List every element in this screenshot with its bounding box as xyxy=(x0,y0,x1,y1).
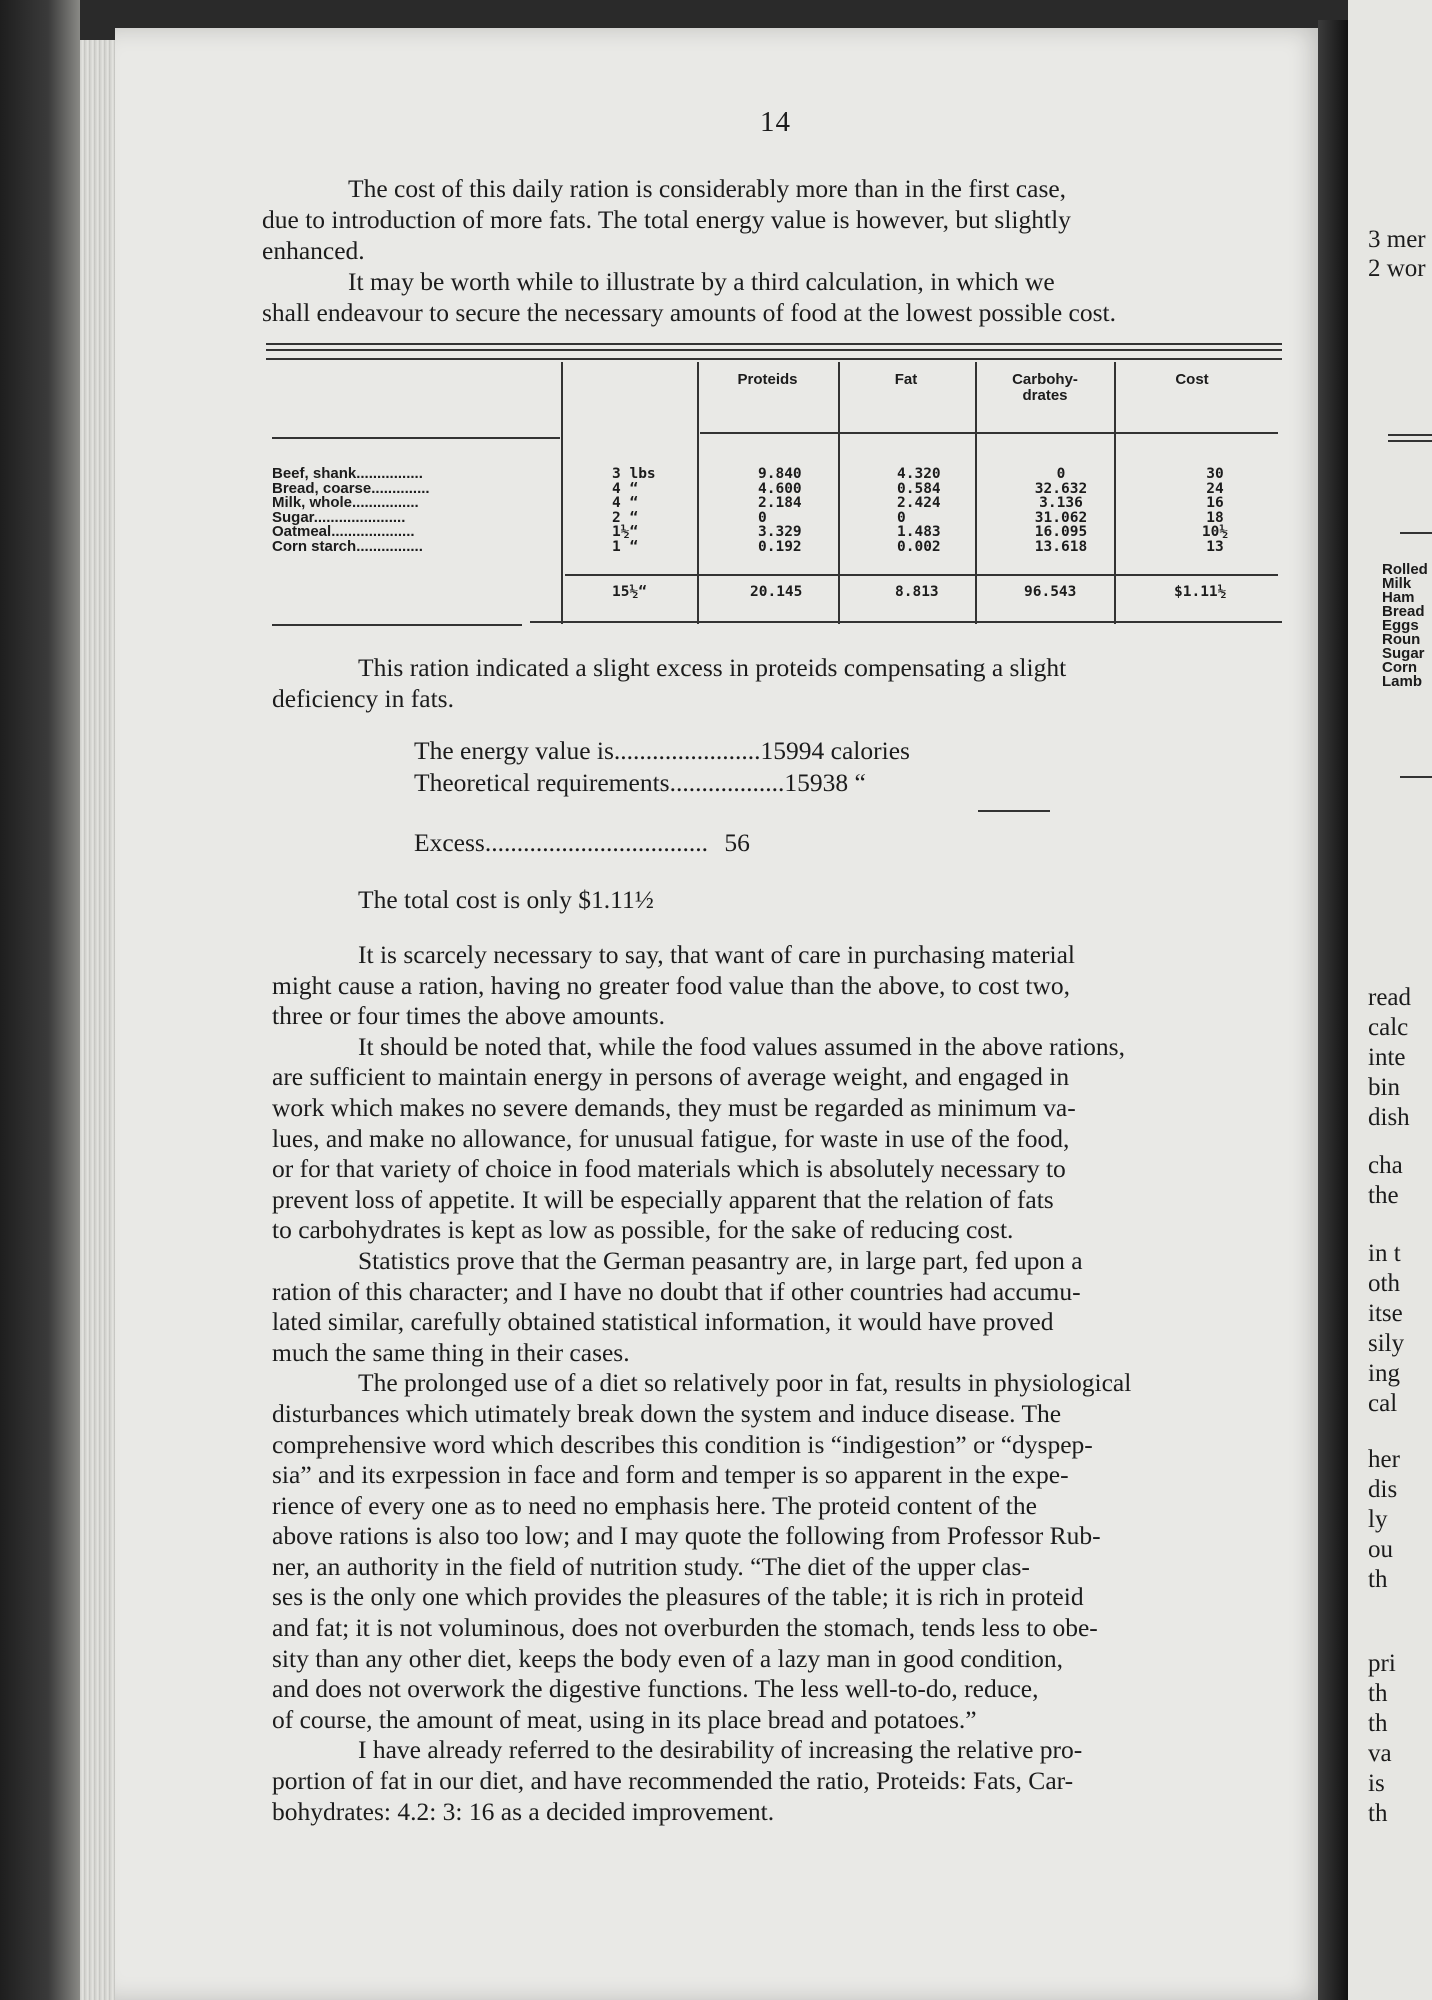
text-line: shall endeavour to secure the necessary amounts of food at the lowest possible cost. xyxy=(262,298,1117,327)
text-line: ner, an authority in the field of nutrition study. “The diet of the upper clas- xyxy=(272,1551,1030,1581)
cost-value: 16 xyxy=(1206,495,1224,511)
excess-amount: 56 xyxy=(724,828,750,857)
proteids-value: 9.840 xyxy=(758,466,802,482)
proteids-value: 0.192 xyxy=(758,538,802,555)
text-line: The prolonged use of a diet so relatively poor in fat, results in physiological xyxy=(358,1368,1132,1398)
facing-fragment: cal xyxy=(1368,1390,1398,1417)
table-divider xyxy=(1114,362,1116,624)
total-fat: 8.813 xyxy=(895,584,939,600)
proteids-value: 4.600 xyxy=(758,480,802,497)
energy-amount: 15994 calories xyxy=(760,736,910,765)
facing-fragment: itse xyxy=(1368,1300,1403,1327)
text-line: sity than any other diet, keeps the body even of a lazy man in good condition, xyxy=(272,1643,1064,1673)
item-name: Milk, whole xyxy=(272,494,353,512)
quantity-column xyxy=(612,467,656,554)
facing-fragment: ing xyxy=(1368,1360,1400,1387)
table-rule xyxy=(530,621,1282,623)
table-rule xyxy=(700,432,1278,434)
facing-fragment: sily xyxy=(1368,1330,1405,1357)
text-line: to carbohydrates is kept as low as possible, for the sake of reducing cost. xyxy=(272,1215,1014,1245)
total-cost-line: The total cost is only $1.11½ xyxy=(358,885,654,914)
text-line: are sufficient to maintain energy in persons of average weight, and engaged in xyxy=(272,1062,1070,1092)
table-rule xyxy=(272,624,522,626)
item-name: Beef, shank xyxy=(272,465,357,482)
after-table-paragraph xyxy=(272,652,1284,714)
facing-row: Eggs xyxy=(1382,617,1419,634)
item-name: Corn starch xyxy=(272,537,357,555)
text-line: I have already referred to the desirability of increasing the relative pro- xyxy=(358,1735,1083,1765)
facing-fragment: oth xyxy=(1368,1270,1400,1297)
facing-row: Sugar xyxy=(1382,645,1425,662)
facing-fragment: th xyxy=(1368,1680,1388,1707)
carb-value: 0 xyxy=(1056,466,1066,482)
carb-value: 31.062 xyxy=(1034,509,1088,526)
carb-value: 32.632 xyxy=(1034,480,1088,497)
text-line: lated similar, carefully obtained statistical information, it would have proved xyxy=(272,1307,1054,1337)
sum-rule xyxy=(978,810,1050,812)
cost-value: 10½ xyxy=(1201,524,1229,540)
energy-label: The energy value is xyxy=(414,736,614,765)
facing-fragment: ly xyxy=(1368,1506,1388,1533)
intro-paragraph xyxy=(262,173,1282,328)
text-line: due to introduction of more fats. The total energy value is however, but slightly xyxy=(262,205,1071,234)
text-line: much the same thing in their cases. xyxy=(272,1337,630,1367)
excess-line: Excess................................... 56 xyxy=(414,828,750,857)
column-header-fat: Fat xyxy=(894,371,918,388)
excess-label: Excess xyxy=(414,828,485,857)
text-line: It is scarcely necessary to say, that want of care in purchasing material xyxy=(358,940,1076,969)
facing-fragment: ou xyxy=(1368,1536,1393,1563)
requirements-amount: 15938 “ xyxy=(784,768,866,797)
fat-value: 1.483 xyxy=(897,524,941,540)
facing-fragment: inte xyxy=(1368,1044,1406,1071)
table-row: Milk, whole................ xyxy=(272,494,419,512)
total-cost: $1.11½ xyxy=(1174,584,1227,600)
column-header-proteids: Proteids xyxy=(737,371,798,388)
text-line: above rations is also too low; and I may quote the following from Professor Rub- xyxy=(272,1521,1101,1551)
facing-fragment: va xyxy=(1368,1740,1392,1767)
text-line: and does not overwork the digestive functions. The less well-to-do, reduce, xyxy=(272,1674,1039,1704)
facing-row: Corn xyxy=(1382,659,1417,676)
requirements-label: Theoretical requirements xyxy=(414,768,670,797)
facing-fragment: dish xyxy=(1368,1104,1410,1131)
cost-value: 18 xyxy=(1206,509,1224,526)
carb-value: 13.618 xyxy=(1034,538,1088,555)
facing-fragment: pri xyxy=(1368,1650,1396,1677)
facing-fragment: th xyxy=(1368,1710,1388,1737)
text-line: This ration indicated a slight excess in proteids compensating a slight xyxy=(358,653,1067,682)
table-row: Corn starch................ xyxy=(272,537,423,555)
carbohydrates-column xyxy=(1026,467,1096,554)
facing-fragment: dis xyxy=(1368,1476,1398,1503)
text-line: bohydrates: 4.2: 3: 16 as a decided improvement. xyxy=(272,1796,775,1826)
text-line: enhanced. xyxy=(262,236,365,265)
fat-value: 2.424 xyxy=(897,495,941,511)
cost-column xyxy=(1190,467,1240,554)
facing-fragment: in t xyxy=(1368,1240,1401,1267)
total-carbohydrates: 96.543 xyxy=(1024,584,1077,600)
proteids-value: 0 xyxy=(758,509,767,526)
facing-row: Lamb xyxy=(1382,673,1423,690)
carb-value: 16.095 xyxy=(1034,524,1088,540)
quantity: 2 “ xyxy=(612,509,639,526)
quantity: 3 lbs xyxy=(612,466,656,482)
table-rule xyxy=(266,358,1282,360)
energy-value-line: The energy value is.......................15994 calories xyxy=(414,736,910,765)
fat-value: 0.584 xyxy=(897,480,941,497)
text-line: of course, the amount of meat, using in its place bread and potatoes.” xyxy=(272,1704,977,1734)
total-proteids: 20.145 xyxy=(750,584,803,600)
quantity: 1 “ xyxy=(612,538,639,555)
fat-value: 0.002 xyxy=(897,538,941,555)
quantity: 4 “ xyxy=(612,480,639,497)
facing-fragment: the xyxy=(1368,1182,1399,1209)
facing-row: Ham xyxy=(1382,589,1415,606)
facing-fragment: calc xyxy=(1368,1014,1409,1041)
table-divider xyxy=(838,362,840,624)
text-line: prevent loss of appetite. It will be especially apparent that the relation of fats xyxy=(272,1184,1054,1214)
facing-fragment: her xyxy=(1368,1446,1400,1473)
text-line: sia” and its exrpession in face and form and temper is so apparent in the expe- xyxy=(272,1460,1069,1490)
table-rule xyxy=(565,574,1278,576)
text-line: It may be worth while to illustrate by a third calculation, in which we xyxy=(348,267,1055,296)
facing-row: Rolled xyxy=(1382,561,1428,578)
text-line: The cost of this daily ration is considerably more than in the first case, xyxy=(348,174,1067,203)
column-header-carbohydrates: Carbohy- drates xyxy=(1012,371,1078,404)
total-quantity: 15½“ xyxy=(612,584,647,600)
body-paragraphs xyxy=(272,940,1292,1827)
quantity: 1½“ xyxy=(612,524,639,540)
table-rule xyxy=(272,437,560,439)
text-line: deficiency in fats. xyxy=(272,684,454,713)
fat-column xyxy=(897,467,941,554)
page-number: 14 xyxy=(760,106,791,138)
proteids-column xyxy=(758,467,802,554)
table-rule xyxy=(266,349,1282,351)
text-line: three or four times the above amounts. xyxy=(272,1001,666,1031)
proteids-value: 2.184 xyxy=(758,495,802,511)
text-line: disturbances which utimately break down the system and induce disease. The xyxy=(272,1398,1062,1428)
column-header-cost: Cost xyxy=(1175,371,1209,388)
cost-value: 13 xyxy=(1206,538,1224,555)
text-line: work which makes no severe demands, they must be regarded as minimum va- xyxy=(272,1092,1076,1122)
facing-fragment: th xyxy=(1368,1800,1388,1827)
item-column xyxy=(272,467,430,555)
table-rule xyxy=(266,343,1282,345)
text-line: comprehensive word which describes this condition is “indigestion” or “dyspep- xyxy=(272,1429,1093,1459)
table-divider xyxy=(561,362,563,624)
facing-fragment: read xyxy=(1368,984,1412,1011)
facing-fragment: 2 wor xyxy=(1368,255,1426,282)
cost-value: 30 xyxy=(1206,466,1224,482)
text-line: and fat; it is not voluminous, does not overburden the stomach, tends less to obe- xyxy=(272,1613,1098,1643)
table-row: Beef, shank................ xyxy=(272,465,423,482)
table-row: Oatmeal.................... xyxy=(272,523,415,541)
item-name: Oatmeal xyxy=(272,523,332,541)
text-line: ration of this character; and I have no doubt that if other countries had accumu- xyxy=(272,1276,1081,1306)
item-name: Sugar xyxy=(272,508,314,526)
quantity: 4 “ xyxy=(612,495,639,511)
item-name: Bread, coarse xyxy=(272,479,372,497)
facing-fragment: cha xyxy=(1368,1152,1403,1179)
text-line: Statistics prove that the German peasantry are, in large part, fed upon a xyxy=(358,1245,1083,1275)
table-row: Sugar...................... xyxy=(272,508,406,526)
table-divider xyxy=(697,362,699,624)
text-line: rience of every one as to need no emphasis here. The proteid content of the xyxy=(272,1490,1037,1520)
facing-row: Roun xyxy=(1382,631,1421,648)
facing-fragment: 3 mer xyxy=(1368,226,1426,253)
text-line: ses is the only one which provides the pleasures of the table; it is rich in proteid xyxy=(272,1582,1084,1612)
carb-value: 3.136 xyxy=(1039,495,1083,511)
table-divider xyxy=(975,362,977,624)
text-line: It should be noted that, while the food values assumed in the above rations, xyxy=(358,1031,1125,1061)
text-line: lues, and make no allowance, for unusual fatigue, for waste in use of the food, xyxy=(272,1123,1070,1153)
table-row: Bread, coarse.............. xyxy=(272,479,430,497)
cost-value: 24 xyxy=(1206,480,1224,497)
facing-fragment: bin xyxy=(1368,1074,1400,1101)
facing-fragment: is xyxy=(1368,1770,1385,1797)
fat-value: 4.320 xyxy=(897,466,941,482)
facing-fragment: th xyxy=(1368,1566,1388,1593)
facing-row: Bread xyxy=(1382,603,1425,620)
proteids-value: 3.329 xyxy=(758,524,802,540)
requirements-line: Theoretical requirements..................15938 “ xyxy=(414,768,866,797)
text-line: or for that variety of choice in food materials which is absolutely necessary to xyxy=(272,1154,1066,1184)
text-line: portion of fat in our diet, and have recommended the ratio, Proteids: Fats, Car- xyxy=(272,1766,1074,1796)
fat-value: 0 xyxy=(897,509,906,526)
facing-row: Milk xyxy=(1382,575,1412,592)
text-line: might cause a ration, having no greater food value than the above, to cost two, xyxy=(272,970,1071,1000)
